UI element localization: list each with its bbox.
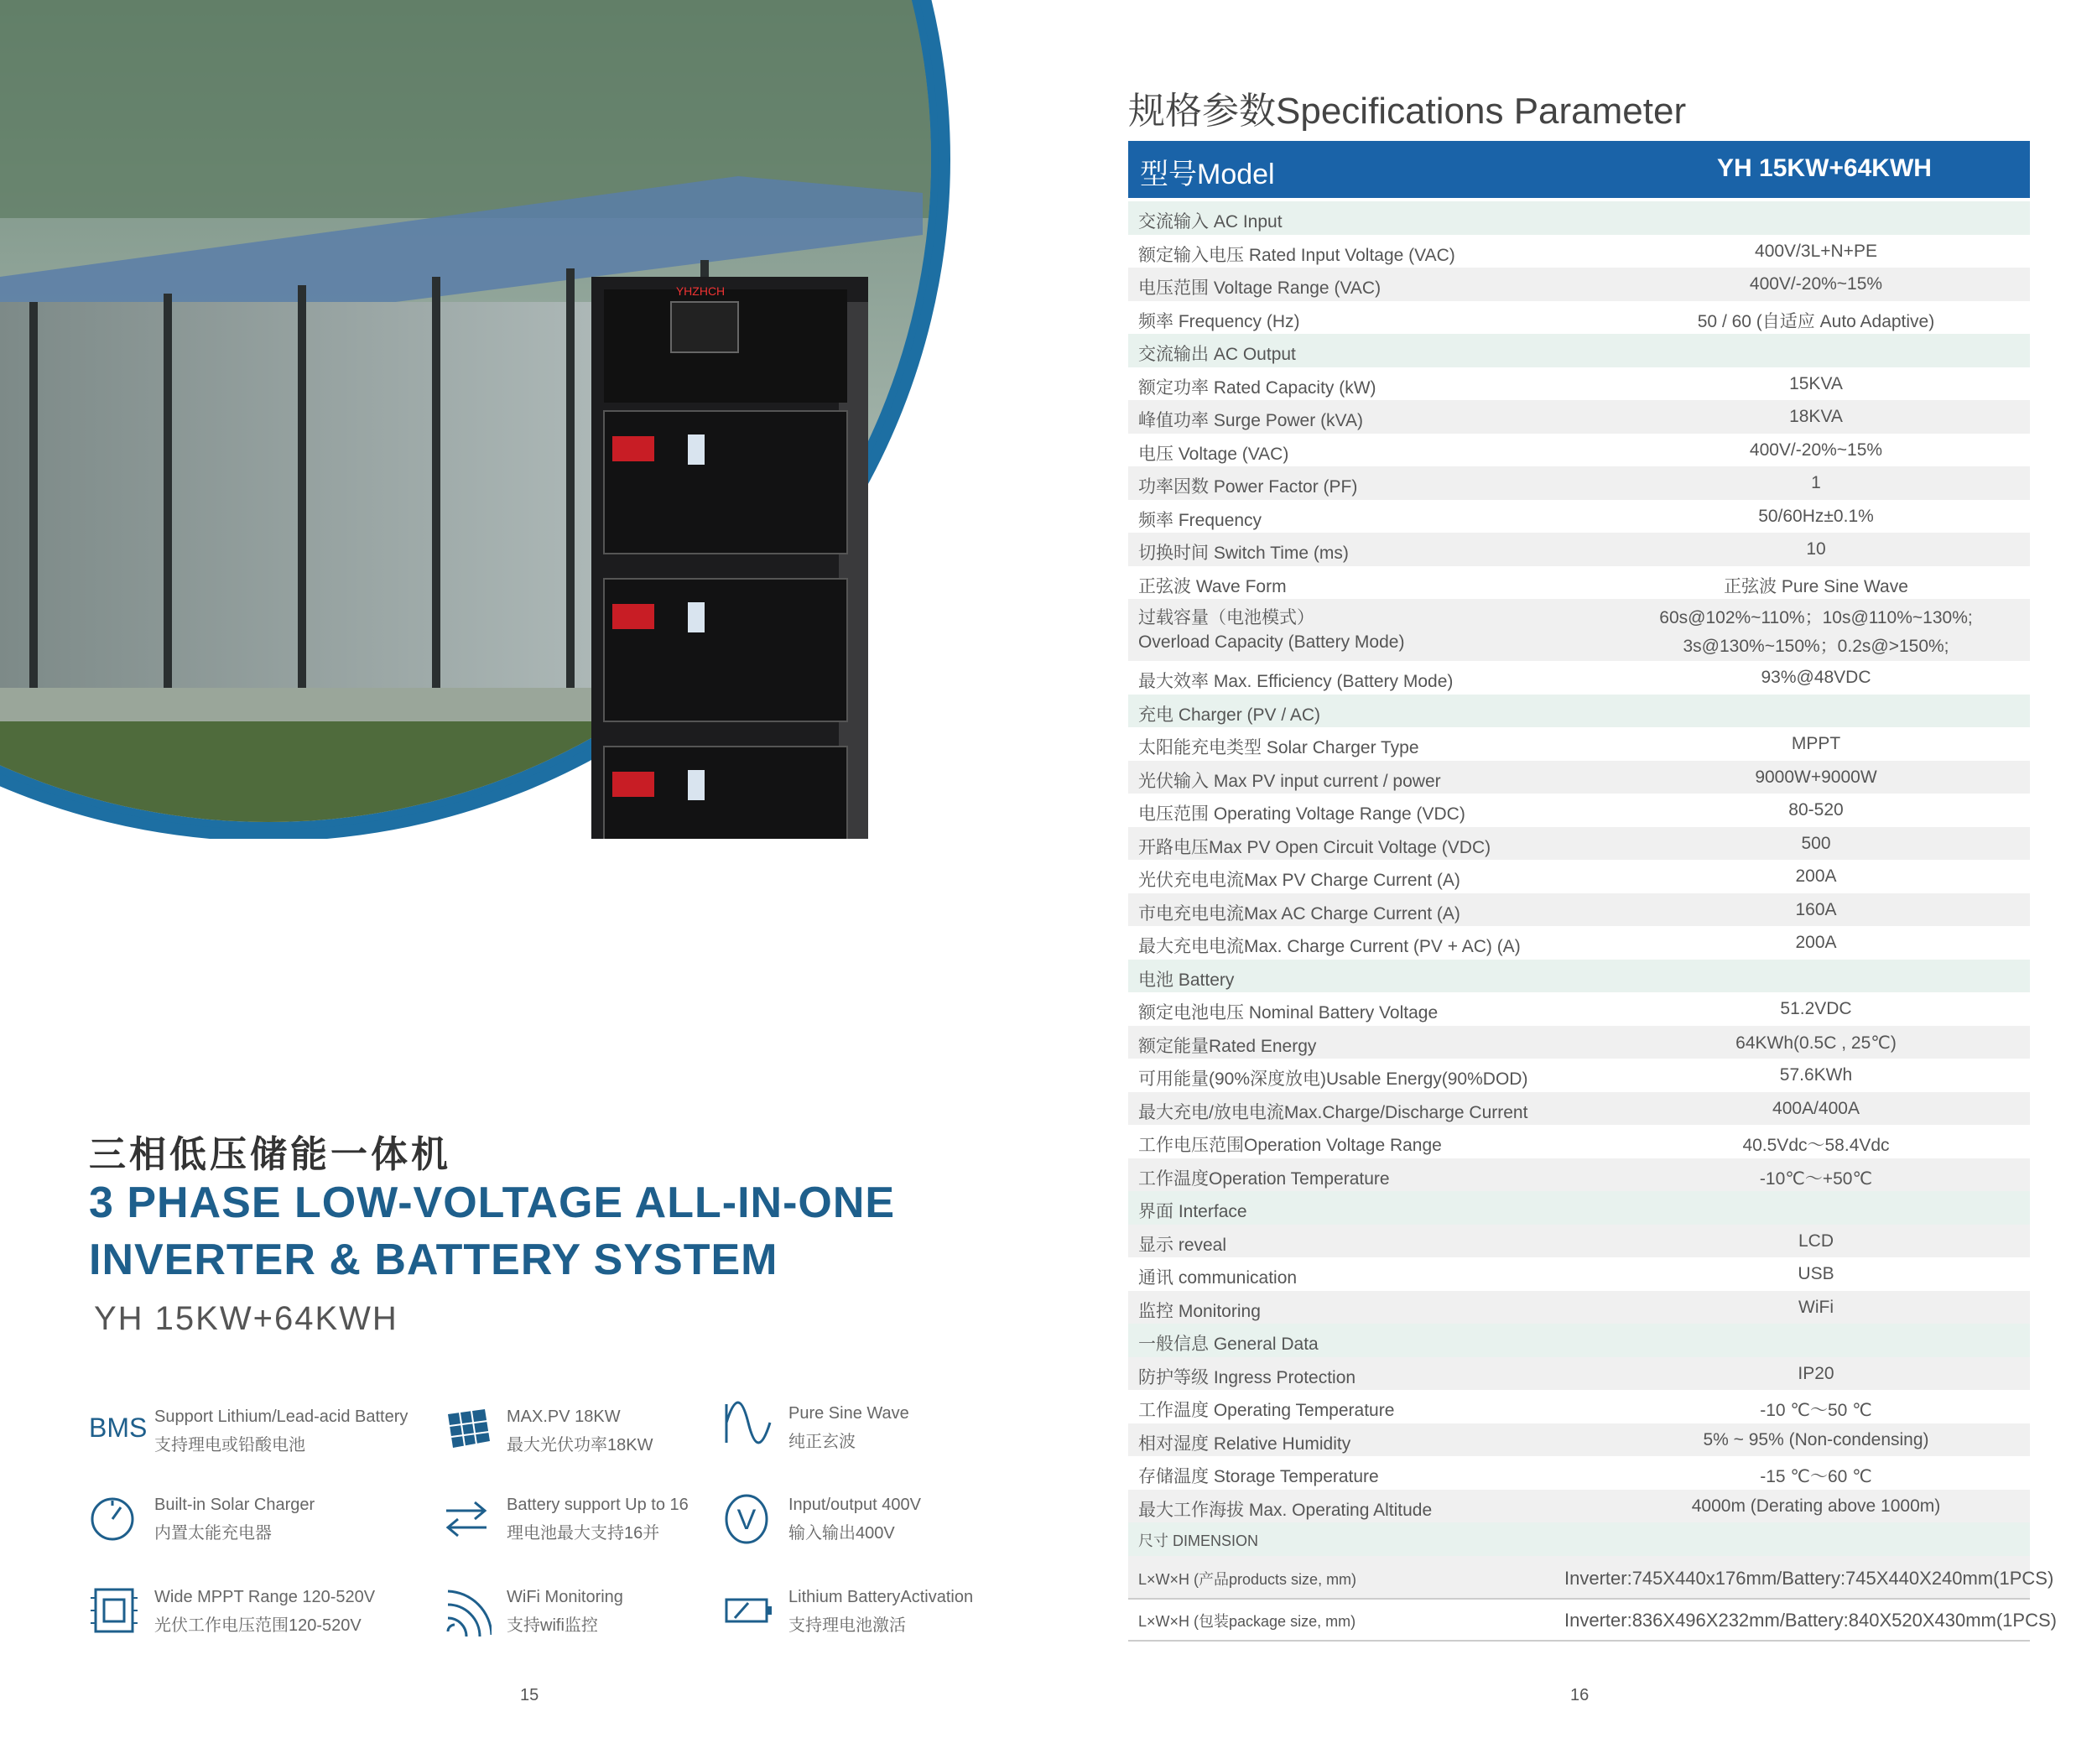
spec-label: 电压范围 Operating Voltage Range (VDC) — [1138, 804, 1465, 824]
spec-label: 光伏充电电流Max PV Charge Current (A) — [1138, 871, 1460, 890]
spec-title: 规格参数Specifications Parameter — [1128, 91, 1687, 132]
spec-label: 工作电压范围Operation Voltage Range — [1138, 1136, 1442, 1155]
spec-value: 正弦波 Pure Sine Wave — [1724, 576, 1908, 596]
spec-value: USB — [1798, 1264, 1834, 1283]
feature-sine-wave: Pure Sine Wave 纯正玄波 — [723, 1392, 1000, 1468]
spec-section-row — [1128, 960, 2030, 993]
spec-label: 额定电池电压 Nominal Battery Voltage — [1138, 1003, 1439, 1022]
spec-value: 4000m (Derating above 1000m) — [1691, 1496, 1941, 1516]
voltage-icon — [723, 1489, 773, 1548]
spec-label: 可用能量(90%深度放电)Usable Energy(90%DOD) — [1138, 1069, 1528, 1089]
spec-label: 峰值功率 Surge Power (kVA) — [1138, 411, 1364, 430]
spec-row — [1128, 268, 2030, 301]
spec-row — [1128, 1125, 2030, 1158]
battery-icon — [723, 1581, 773, 1640]
feature-max-pv: MAX.PV 18KW 最大光伏功率18KW — [441, 1401, 718, 1476]
spec-section-label: 电池 Battery — [1138, 970, 1235, 990]
spec-label: L×W×H (产品products size, mm) — [1138, 1570, 1357, 1588]
spec-row — [1128, 235, 2030, 268]
spec-value: 51.2VDC — [1780, 999, 1852, 1018]
spec-label: 电压范围 Voltage Range (VAC) — [1138, 278, 1382, 298]
feature-mppt: Wide MPPT Range 120-520V 光伏工作电压范围120-520V — [89, 1581, 366, 1657]
spec-value: 200A — [1795, 866, 1837, 886]
spec-row — [1128, 566, 2030, 600]
spec-section-label: 一般信息 General Data — [1138, 1335, 1319, 1354]
feature-bms: BMS Support Lithium/Lead-acid Battery 支持理电或铅酸电池 — [89, 1401, 366, 1476]
spec-row — [1128, 1026, 2030, 1059]
spec-section-label: 充电 Charger (PV / AC) — [1138, 705, 1321, 725]
spec-row — [1128, 926, 2030, 960]
spec-row — [1128, 727, 2030, 761]
spec-row — [1128, 1059, 2030, 1092]
product-title-cn: 三相低压储能一体机 — [89, 1134, 451, 1175]
spec-label: L×W×H (包装package size, mm) — [1138, 1612, 1356, 1630]
spec-value: 9000W+9000W — [1755, 767, 1877, 787]
right-page — [1074, 0, 2097, 1764]
spec-row — [1128, 1291, 2030, 1324]
feature-battery-activation: Lithium BatteryActivation 支持理电池激活 — [723, 1581, 1000, 1657]
spec-value: 400V/-20%~15% — [1749, 274, 1883, 294]
spec-row — [1128, 1225, 2030, 1258]
spec-value: 15KVA — [1789, 373, 1843, 393]
gauge-icon — [89, 1489, 139, 1548]
spec-label: 光伏输入 Max PV input current / power — [1138, 771, 1441, 791]
spec-row — [1128, 400, 2030, 434]
spec-value: 400V/3L+N+PE — [1755, 241, 1877, 261]
spec-row — [1128, 500, 2030, 533]
spec-section-label: 交流输入 AC Input — [1138, 212, 1283, 232]
spec-label: 工作温度 Operating Temperature — [1138, 1401, 1395, 1420]
spec-value: 5% ~ 95% (Non-condensing) — [1703, 1429, 1929, 1449]
spec-value: -10 ℃～50 ℃ — [1760, 1401, 1872, 1420]
parallel-arrows-icon — [441, 1489, 492, 1548]
spec-value: -10℃～+50℃ — [1759, 1168, 1873, 1189]
spec-value: WiFi — [1798, 1297, 1834, 1317]
spec-value: 57.6KWh — [1779, 1065, 1853, 1085]
feature-wifi: WiFi Monitoring 支持wifi监控 — [441, 1581, 718, 1657]
spec-label: 额定能量Rated Energy — [1138, 1036, 1317, 1056]
spec-row — [1128, 301, 2030, 335]
spec-section-label: 交流输出 AC Output — [1138, 345, 1296, 364]
bms-icon: BMS — [89, 1413, 148, 1443]
spec-label: 最大工作海拔 Max. Operating Altitude — [1138, 1500, 1433, 1520]
chip-icon — [89, 1581, 139, 1640]
spec-row — [1128, 893, 2030, 927]
spec-value: 1 — [1811, 473, 1821, 492]
cabinet-illustration — [591, 277, 877, 839]
svg-text:V: V — [736, 1504, 757, 1536]
wifi-icon — [441, 1581, 492, 1640]
spec-value-2: 3s@130%~150%；0.2s@>150%; — [1683, 637, 1949, 656]
spec-row — [1128, 661, 2030, 695]
spec-value: 50/60Hz±0.1% — [1758, 506, 1874, 526]
spec-row — [1128, 533, 2030, 566]
spec-value: LCD — [1798, 1231, 1834, 1251]
spec-value: Inverter:836X496X232mm/Battery:840X520X430mm(1PCS) — [1564, 1609, 2057, 1631]
spec-row — [1128, 1158, 2030, 1192]
spec-section-label: 尺寸 DIMENSION — [1138, 1532, 1259, 1549]
model-value: YH 15KW+64KWH — [1717, 154, 1932, 182]
spec-label: 正弦波 Wave Form — [1138, 576, 1287, 596]
spec-row — [1128, 1423, 2030, 1457]
spec-value: 64KWh(0.5C , 25℃) — [1735, 1033, 1897, 1053]
page-number-right: 16 — [1570, 1686, 1590, 1704]
spec-label-2: Overload Capacity (Battery Mode) — [1138, 632, 1405, 652]
spec-value: 400V/-20%~15% — [1749, 440, 1883, 460]
spec-row — [1128, 1556, 2054, 1600]
spec-section-row — [1128, 1191, 2030, 1225]
spec-row — [1128, 1390, 2030, 1423]
spec-value: 500 — [1801, 833, 1831, 853]
spec-label: 频率 Frequency (Hz) — [1138, 311, 1300, 331]
spec-row — [1128, 992, 2030, 1026]
spec-label: 最大充电/放电电流Max.Charge/Discharge Current — [1138, 1102, 1528, 1122]
spec-label: 最大充电电流Max. Charge Current (PV + AC) (A) — [1138, 937, 1521, 956]
feature-solar-charger: Built-in Solar Charger 内置太能充电器 — [89, 1489, 366, 1564]
spec-value: 400A/400A — [1772, 1098, 1860, 1118]
solar-panel-icon — [441, 1401, 492, 1460]
spec-section-row — [1128, 695, 2030, 728]
spec-section-row — [1128, 1522, 2030, 1556]
spec-value: -15 ℃～60 ℃ — [1760, 1467, 1872, 1486]
spec-row — [1128, 761, 2030, 794]
spec-label: 工作温度Operation Temperature — [1138, 1168, 1390, 1189]
model-label: 型号Model — [1140, 159, 1275, 190]
spec-row — [1128, 599, 2030, 661]
spec-value: 40.5Vdc～58.4Vdc — [1742, 1136, 1890, 1155]
spec-value: Inverter:745X440x176mm/Battery:745X440X240mm(1PCS) — [1564, 1567, 2054, 1589]
sine-wave-icon — [723, 1392, 773, 1451]
product-title-en-line2: INVERTER & BATTERY SYSTEM — [89, 1236, 778, 1284]
spec-row — [1128, 1598, 2057, 1642]
spec-value: 80-520 — [1788, 800, 1844, 820]
spec-label: 通讯 communication — [1138, 1268, 1298, 1288]
spec-label: 频率 Frequency — [1138, 510, 1262, 530]
spec-row — [1128, 860, 2030, 893]
product-title-en-line1: 3 PHASE LOW-VOLTAGE ALL-IN-ONE — [89, 1179, 896, 1227]
spec-label: 开路电压Max PV Open Circuit Voltage (VDC) — [1138, 837, 1491, 857]
page-number-left: 15 — [520, 1686, 539, 1704]
product-model: YH 15KW+64KWH — [94, 1300, 398, 1337]
spec-value: 50 / 60 (自适应 Auto Adaptive) — [1697, 311, 1935, 331]
spec-label: 功率因数 Power Factor (PF) — [1138, 477, 1358, 497]
spec-section-label: 界面 Interface — [1138, 1202, 1247, 1221]
spec-section-row — [1128, 1324, 2030, 1357]
spec-label: 额定功率 Rated Capacity (kW) — [1138, 377, 1376, 398]
spec-label: 电压 Voltage (VAC) — [1138, 444, 1289, 464]
spec-section-row — [1128, 201, 2030, 235]
spec-row — [1128, 1456, 2030, 1490]
spec-value: 18KVA — [1789, 407, 1843, 426]
spec-row — [1128, 1257, 2030, 1291]
spec-row — [1128, 367, 2030, 401]
spec-label: 监控 Monitoring — [1138, 1301, 1261, 1321]
spec-row — [1128, 466, 2030, 500]
spec-label: 额定输入电压 Rated Input Voltage (VAC) — [1138, 245, 1455, 265]
spec-label: 太阳能充电类型 Solar Charger Type — [1138, 738, 1419, 757]
spec-value: 93%@48VDC — [1761, 668, 1871, 687]
product-photo — [0, 0, 1074, 839]
spec-row — [1128, 1357, 2030, 1391]
spec-label: 显示 reveal — [1138, 1235, 1227, 1255]
spec-label: 防护等级 Ingress Protection — [1138, 1367, 1356, 1387]
feature-input-output: V Input/output 400V 输入输出400V — [723, 1489, 1000, 1564]
spec-value: MPPT — [1791, 734, 1841, 753]
spec-value: 60s@102%~110%；10s@110%~130%; — [1659, 608, 1973, 627]
spec-label: 市电充电电流Max AC Charge Current (A) — [1138, 903, 1460, 924]
spec-value: 10 — [1806, 539, 1826, 559]
spec-row — [1128, 827, 2030, 861]
spec-row — [1128, 794, 2030, 827]
product-title-en — [89, 1174, 895, 1288]
spec-label: 切换时间 Switch Time (ms) — [1138, 544, 1349, 563]
spec-value: 200A — [1795, 933, 1837, 952]
spec-label: 存储温度 Storage Temperature — [1138, 1467, 1379, 1486]
feature-battery-parallel: Battery support Up to 16 理电池最大支持16并 — [441, 1489, 718, 1564]
spec-label: 过载容量（电池模式） — [1138, 608, 1314, 627]
spec-row — [1128, 434, 2030, 467]
spec-value: IP20 — [1798, 1363, 1834, 1383]
spec-value: 160A — [1795, 899, 1837, 919]
spec-section-row — [1128, 334, 2030, 367]
spec-label: 最大效率 Max. Efficiency (Battery Mode) — [1138, 672, 1454, 691]
spec-label: 相对湿度 Relative Humidity — [1138, 1434, 1351, 1454]
spec-row — [1128, 1092, 2030, 1126]
spec-row — [1128, 1490, 2030, 1523]
spec-table-header — [1128, 141, 2030, 198]
svg-text:YHZHCH: YHZHCH — [675, 284, 726, 298]
